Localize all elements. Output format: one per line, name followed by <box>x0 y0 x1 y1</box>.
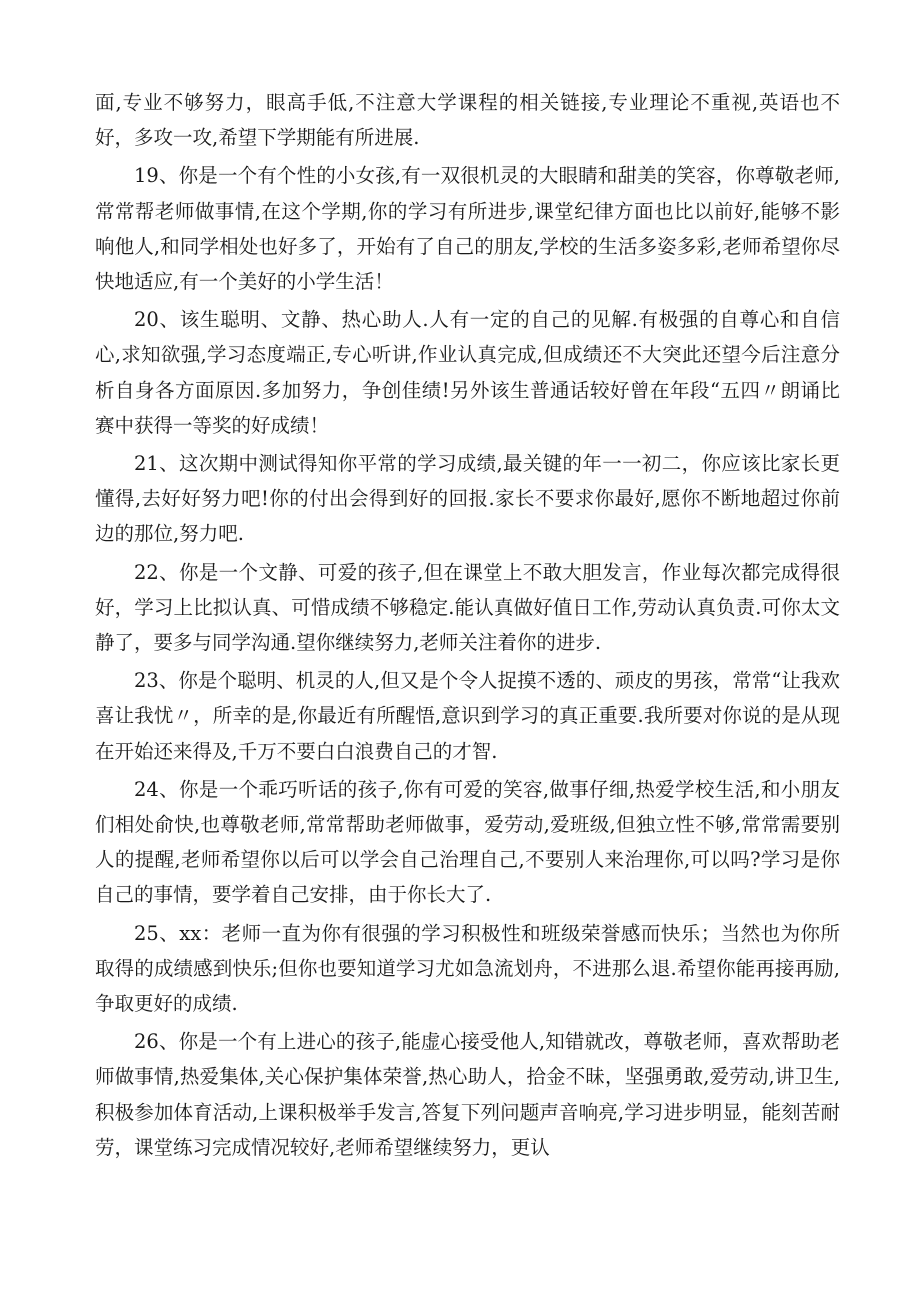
paragraph-comment-22: 22、你是一个文静、可爱的孩子,但在课堂上不敢大胆发言，作业每次都完成得很好，学习上比拟认真、可惜成绩不够稳定.能认真做好值日工作,劳动认真负责.可你太文静了，要多与同学沟通.望你继续努力,老师关注着你的进步. <box>95 560 840 655</box>
paragraph-comment-25: 25、xx：老师一直为你有很强的学习积极性和班级荣誉感而快乐；当然也为你所取得的成绩感到快乐;但你也要知道学习尤如急流划舟，不进那么退.希望你能再接再励,争取更好的成绩. <box>95 921 840 1016</box>
paragraph-comment-19: 19、你是一个有个性的小女孩,有一双很机灵的大眼睛和甜美的笑容，你尊敬老师,常常帮老师做事情,在这个学期,你的学习有所进步,课堂纪律方面也比以前好,能够不影响他人,和同学相处也好多了，开始有了自己的朋友,学校的生活多姿多彩,老师希望你尽快地适应,有一个美好的小学生活！ <box>95 164 840 294</box>
paragraph-comment-24: 24、你是一个乖巧听话的孩子,你有可爱的笑容,做事仔细,热爱学校生活,和小朋友们相处俞快,也尊敬老师,常常帮助老师做事，爱劳动,爱班级,但独立性不够,常常需要别人的提醒,老师希望你以后可以学会自己治理自己,不要别人来治理你,可以吗?学习是你自己的事情，要学着自己安排，由于你长大了. <box>95 777 840 907</box>
paragraph-comment-21: 21、这次期中测试得知你平常的学习成绩,最关键的年一一初二，你应该比家长更懂得,去好好努力吧!你的付出会得到好的回报.家长不要求你最好,愿你不断地超过你前边的那位,努力吧. <box>95 452 840 546</box>
document-page <box>95 85 840 1168</box>
paragraph-comment-20: 20、该生聪明、文静、热心助人.人有一定的自己的见解.有极强的自尊心和自信心,求知欲强,学习态度端正,专心听讲,作业认真完成,但成绩还不大突此还望今后注意分析自身各方面原因.多加努力，争创佳绩!另外该生普通话较好曾在年段“五四〃朗诵比赛中获得一等奖的好成绩！ <box>95 308 840 437</box>
paragraph-comment-26: 26、你是一个有上进心的孩子,能虚心接受他人,知错就改，尊敬老师，喜欢帮助老师做事情,热爱集体,关心保护集体荣誉,热心助人，拾金不昧，坚强勇敢,爱劳动,讲卫生,积极参加体育活动,上课积极举手发言,答复下列问题声音响亮,学习进步明显，能刻苦耐劳，课堂练习完成情况较好,老师希望继续努力，更认 <box>95 1030 840 1159</box>
paragraph-comment-23: 23、你是个聪明、机灵的人,但又是个令人捉摸不透的、顽皮的男孩，常常“让我欢喜让我忧〃，所幸的是,你最近有所醒悟,意识到学习的真正重要.我所要对你说的是从现在开始还来得及,千万不要白白浪费自己的才智. <box>95 669 840 763</box>
paragraph-continuation: 面,专业不够努力，眼高手低,不注意大学课程的相关链接,专业理论不重视,英语也不好，多攻一攻,希望下学期能有所进展. <box>95 91 840 150</box>
